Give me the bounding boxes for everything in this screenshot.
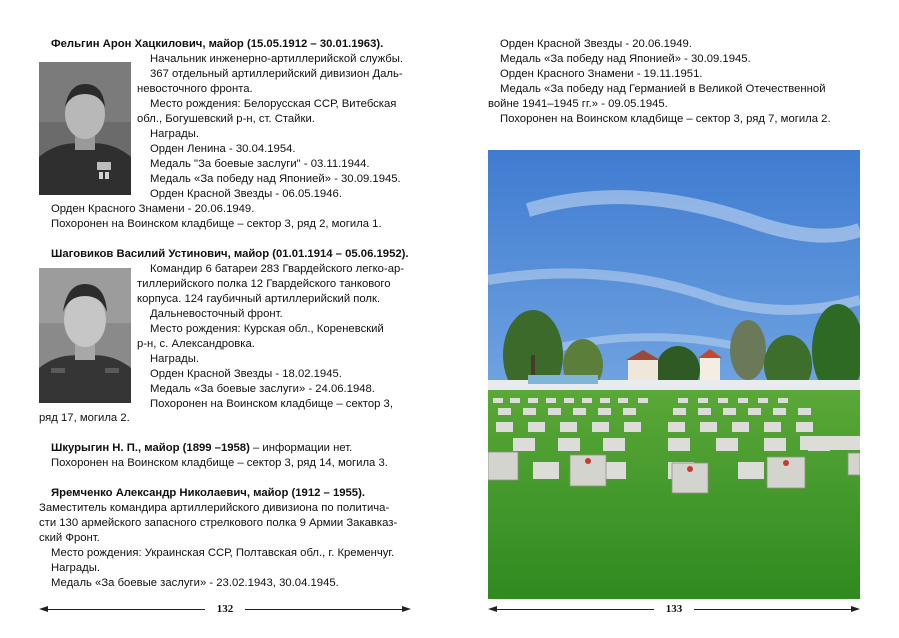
entry-2-line: Орден Красной Звезды - 18.02.1945.	[150, 368, 342, 380]
entry-1-line: Начальник инженерно-артиллерийской службы.	[150, 53, 403, 65]
entry-1-line: Награды.	[150, 128, 199, 140]
entry-1-title: Фельгин Арон Хацкилович, майор (15.05.1912 – 30.01.1963).	[51, 38, 384, 50]
entry-1-line: Медаль «За победу над Японией» - 30.09.1945.	[150, 173, 401, 185]
right-page	[449, 0, 899, 638]
entry-1-line: Орден Красного Знамени - 20.06.1949.	[51, 203, 255, 215]
continued-line: Орден Красного Знамени - 19.11.1951.	[500, 68, 703, 80]
continued-line: Медаль «За победу над Японией» - 30.09.1945.	[500, 53, 751, 65]
entry-4-title: Яремченко Александр Николаевич, майор (1912 – 1955).	[51, 487, 365, 499]
entry-2-line: Дальневосточный фронт.	[150, 308, 283, 320]
continued-line: Медаль «За победу над Германией в Великой Отечественной	[500, 83, 826, 95]
footer-rule	[694, 609, 851, 610]
entry-1-line: Похоронен на Воинском кладбище – сектор 3, ряд 2, могила 1.	[51, 218, 382, 230]
page-footer-right	[488, 602, 860, 616]
entry-3-title: Шкурыгин Н. П., майор (1899 –1958)	[51, 442, 250, 454]
footer-arrow-icon	[851, 606, 860, 612]
entry-4-line: Место рождения: Украинская ССР, Полтавская обл., г. Кременчуг.	[51, 547, 395, 559]
footer-rule	[245, 609, 402, 610]
entry-3-title-suffix: – информации нет.	[249, 442, 353, 454]
portrait-photo-2	[39, 268, 131, 403]
entry-4-line: Заместитель командира артиллерийского дивизиона по политича-	[39, 502, 390, 514]
continued-line: Орден Красной Звезды - 20.06.1949.	[500, 38, 692, 50]
footer-rule	[48, 609, 205, 610]
page-number: 132	[216, 603, 234, 615]
entry-4-line: Награды.	[51, 562, 100, 574]
entry-2-line: тиллерийского полка 12 Гвардейского танкового	[137, 278, 391, 290]
entry-4-line: Медаль «За боевые заслуги» - 23.02.1943, 30.04.1945.	[51, 577, 339, 589]
page-footer-left	[39, 602, 411, 616]
entry-2-line: корпуса. 124 гаубичный артиллерийский полк.	[137, 293, 381, 305]
cemetery-photo	[488, 150, 860, 599]
entry-2-line: Похоронен на Воинском кладбище – сектор 3,	[150, 398, 393, 410]
footer-arrow-icon	[39, 606, 48, 612]
entry-2-line: Медаль «За боевые заслуги» - 24.06.1948.	[150, 383, 375, 395]
entry-1-line: Орден Ленина - 30.04.1954.	[150, 143, 296, 155]
entry-2-line: Место рождения: Курская обл., Кореневский	[150, 323, 384, 335]
entry-1-line: невосточного фронта.	[137, 83, 253, 95]
entry-1-line: Орден Красной Звезды - 06.05.1946.	[150, 188, 342, 200]
entry-4-line: сти 130 армейского запасного стрелкового полка 9 Армии Закавказ-	[39, 517, 398, 529]
entry-1-line: 367 отдельный артиллерийский дивизион Даль-	[150, 68, 403, 80]
entry-2-line: Награды.	[150, 353, 199, 365]
entry-2-line: Командир 6 батареи 283 Гвардейского легко-ар-	[150, 263, 405, 275]
entry-1-line: обл., Богушевский р-н, ст. Стайки.	[137, 113, 315, 125]
continued-line: войне 1941–1945 гг.» - 09.05.1945.	[488, 98, 668, 110]
entry-2-title: Шаговиков Василий Устинович, майор (01.01.1914 – 05.06.1952).	[51, 248, 409, 260]
portrait-photo-1	[39, 62, 131, 195]
entry-3-line: Похоронен на Воинском кладбище – сектор 3, ряд 14, могила 3.	[51, 457, 388, 469]
left-page	[0, 0, 449, 638]
entry-1-line: Место рождения: Белорусская ССР, Витебская	[150, 98, 397, 110]
footer-arrow-icon	[402, 606, 411, 612]
entry-2-line: ряд 17, могила 2.	[39, 412, 130, 424]
footer-rule	[497, 609, 654, 610]
page-number: 133	[665, 603, 683, 615]
footer-arrow-icon	[488, 606, 497, 612]
entry-3-title-line	[51, 441, 352, 456]
entry-4-line: ский Фронт.	[39, 532, 100, 544]
entry-2-line: р-н, с. Александровка.	[137, 338, 255, 350]
entry-1-line: Медаль "За боевые заслуги" - 03.11.1944.	[150, 158, 370, 170]
continued-line: Похоронен на Воинском кладбище – сектор 3, ряд 7, могила 2.	[500, 113, 831, 125]
